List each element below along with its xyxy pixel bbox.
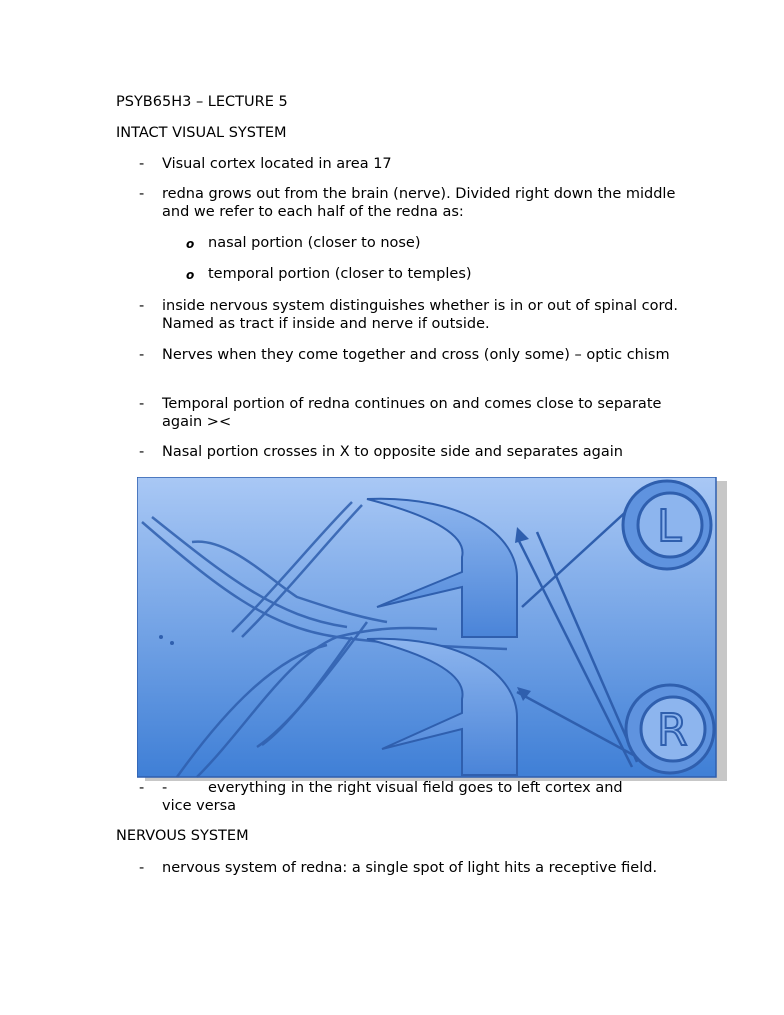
sub-list-item: temporal portion (closer to temples) <box>208 266 472 282</box>
bullet-dash: - <box>162 780 168 796</box>
list-item: Nasal portion crosses in X to opposite side and separates again <box>162 444 623 460</box>
letter-l: L <box>657 501 682 552</box>
sub-list-item: nasal portion (closer to nose) <box>208 235 421 251</box>
sub-bullet: o <box>186 237 195 251</box>
page-title: PSYB65H3 – LECTURE 5 <box>116 94 288 110</box>
bullet-dash: - <box>139 186 145 202</box>
bullet-dash: - <box>139 780 145 796</box>
letter-r: R <box>657 705 688 756</box>
list-item: Temporal portion of redna continues on and comes close to separate again >< <box>162 396 662 430</box>
section-heading-visual: INTACT VISUAL SYSTEM <box>116 125 287 141</box>
right-eye-circle <box>626 685 714 773</box>
bullet-dash: - <box>139 860 145 876</box>
bullet-dash: - <box>139 347 145 363</box>
sub-bullet: o <box>186 268 195 282</box>
bullet-dash: - <box>139 396 145 412</box>
list-item: Nerves when they come together and cross (only some) – optic chism <box>162 347 670 363</box>
section-heading-nervous: NERVOUS SYSTEM <box>116 828 249 844</box>
list-item: everything in the right visual field goes to left cortex and <box>208 780 623 796</box>
bullet-dash: - <box>139 298 145 314</box>
list-item: redna grows out from the brain (nerve). Divided right down the middle and we refer to each half of the redna as: <box>162 186 676 220</box>
list-item: inside nervous system distinguishes whether is in or out of spinal cord. Named as tract if inside and nerve if outside. <box>162 298 678 332</box>
list-item: nervous system of redna: a single spot of light hits a receptive field. <box>162 860 658 876</box>
list-item: Visual cortex located in area 17 <box>162 156 392 172</box>
left-eye-circle <box>623 481 711 569</box>
bullet-dash: - <box>139 444 145 460</box>
bullet-dash: - <box>139 156 145 172</box>
list-item-continuation: vice versa <box>162 798 237 814</box>
optic-chiasm-diagram <box>137 477 729 783</box>
